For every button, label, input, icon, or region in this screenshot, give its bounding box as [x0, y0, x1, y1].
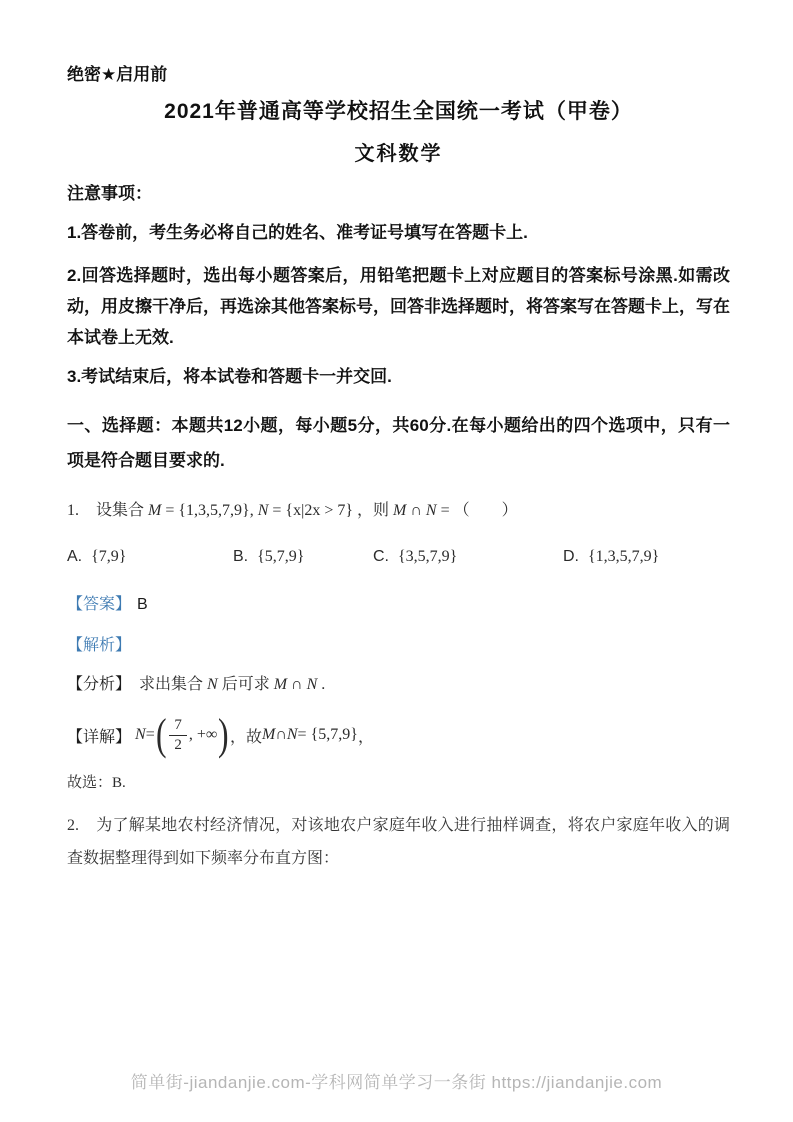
math-intersect: ∩: [291, 676, 307, 693]
detail-label: 【详解】: [67, 728, 132, 746]
paper-title: 2021年普通高等学校招生全国统一考试（甲卷）: [164, 100, 633, 123]
math-var-n: N: [425, 502, 437, 519]
math-var-n: N: [207, 676, 218, 693]
option-c: [373, 548, 563, 566]
answer-blank-parens: （ ）: [453, 502, 518, 519]
detail-line: [67, 709, 730, 761]
detail-text: ，: [357, 728, 374, 746]
note-item-2: 2.回答选择题时，选出每小题答案后，用铅笔把题卡上对应题目的答案标号涂黑.如需改动，用皮擦干净后，再选涂其他答案标号，回答非选择题时，将答案写在答题卡上，写在本试卷上无效.: [67, 266, 730, 347]
option-c-value: {3,5,7,9}: [398, 548, 458, 565]
math-infinity: , +∞: [188, 726, 218, 743]
note-item-1: 1.答卷前，考生务必将自己的姓名、准考证号填写在答题卡上.: [67, 223, 528, 242]
option-b-label: B.: [233, 548, 249, 565]
analysis-text: 求出集合: [139, 676, 204, 693]
fraction-seven-halves: [169, 717, 187, 754]
math-var-n: N: [306, 676, 318, 693]
option-a-label: A.: [67, 548, 83, 565]
note-item-3: 3.考试结束后，将本试卷和答题卡一并交回.: [67, 367, 392, 386]
option-c-label: C.: [373, 548, 389, 565]
fraction-numerator: 7: [169, 717, 187, 736]
stem-text: 设集合: [96, 502, 145, 519]
paper-subtitle: 文科数学: [354, 143, 443, 165]
stem-text: ，则: [357, 502, 390, 519]
question-2-stem: [67, 809, 730, 875]
answer-value: B: [137, 596, 148, 613]
explain-label: 【解析】: [67, 637, 132, 654]
question-2-text: 为了解某地农村经济情况，对该地农户家庭年收入进行抽样调查，将农户家庭年收入的调查数据整理得到如下频率分布直方图：: [67, 817, 730, 867]
math-var-n: N: [135, 726, 146, 743]
math-var-m: M: [393, 502, 407, 519]
option-d-label: D.: [563, 548, 579, 565]
explain-line: [67, 635, 730, 656]
answer-line: [67, 594, 730, 615]
math-var-m: M: [273, 676, 288, 693]
analysis-text: .: [321, 676, 326, 693]
notes-heading: 注意事项：: [67, 184, 152, 203]
question-1-number: 1.: [67, 502, 79, 519]
classified-label: 绝密★启用前: [67, 65, 168, 84]
math-var-n: N: [257, 502, 269, 519]
math-equals: =: [440, 502, 454, 519]
option-d-value: {1,3,5,7,9}: [588, 548, 660, 565]
option-a-value: {7,9}: [91, 548, 127, 565]
question-2-number: 2.: [67, 817, 79, 834]
fraction-denominator: 2: [174, 736, 182, 753]
answer-label: 【答案】: [67, 596, 132, 613]
left-paren: (: [155, 710, 167, 759]
analysis-text: 后可求: [221, 676, 270, 693]
section-one-heading: 一、选择题：本题共12小题，每小题5分，共60分.在每小题给出的四个选项中，只有一项是符合题目要求的.: [67, 416, 730, 470]
option-b: [233, 548, 373, 566]
question-1-options: [67, 548, 730, 566]
footer-watermark: 简单街-jiandanjie.com-学科网简单学习一条街 https://jiandanjie.com: [130, 1073, 663, 1092]
math-set-n: = {x|2x > 7}: [272, 502, 354, 519]
option-a: [67, 548, 233, 566]
conclusion-line: 故选：B.: [67, 775, 126, 791]
math-set-m: = {1,3,5,7,9},: [165, 502, 258, 519]
math-result-set: = {5,7,9}: [297, 726, 358, 743]
math-intersect: ∩: [410, 502, 426, 519]
option-d: [563, 548, 659, 566]
question-1-stem: [67, 500, 730, 522]
detail-text: ，故: [229, 728, 262, 746]
math-equals: =: [145, 726, 155, 743]
math-var-m: M: [148, 502, 162, 519]
math-intersect: ∩: [275, 726, 287, 743]
math-var-n: N: [286, 726, 298, 743]
math-var-m: M: [261, 726, 276, 743]
right-paren: ): [218, 710, 229, 759]
analysis-line: [67, 674, 730, 695]
analysis-label: 【分析】: [67, 676, 132, 693]
option-b-value: {5,7,9}: [257, 548, 305, 565]
